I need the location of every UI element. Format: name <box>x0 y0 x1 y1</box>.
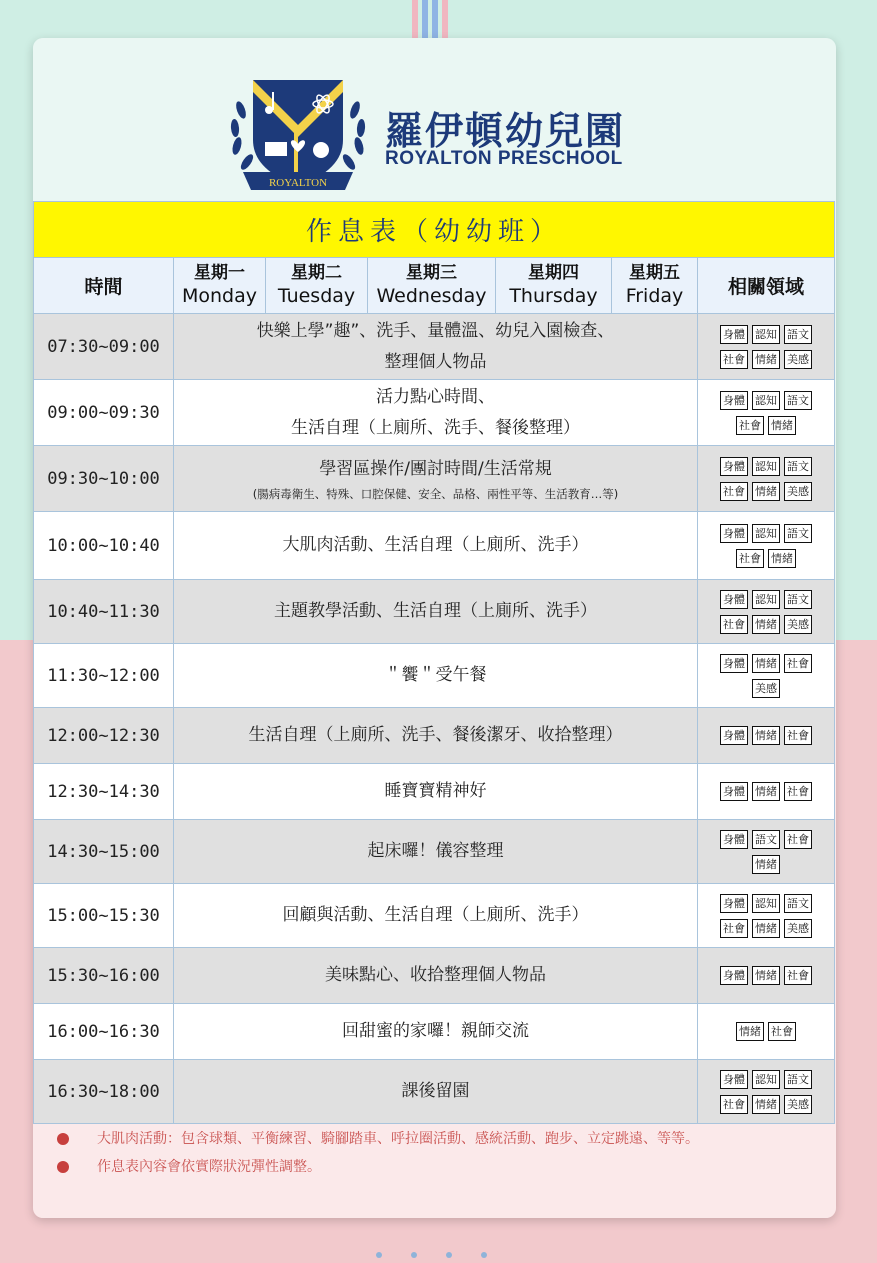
domain-tags-cell <box>698 580 835 644</box>
header-friday: 星期五 Friday <box>612 258 698 314</box>
domain-tag: 語文 <box>784 391 812 410</box>
school-crest <box>223 70 373 198</box>
activity-text: 主題教學活動、生活自理（上廁所、洗手） <box>274 601 597 621</box>
domain-tag: 身體 <box>720 894 748 913</box>
domain-tag: 情緒 <box>752 615 780 634</box>
time-cell: 15:30~16:00 <box>34 948 174 1004</box>
domain-tag: 社會 <box>720 1095 748 1114</box>
domain-tags-cell <box>698 314 835 380</box>
domain-tag: 身體 <box>720 1070 748 1089</box>
activity-text: 睡寶寶精神好 <box>384 781 487 801</box>
activity-text: ＂饗＂受午餐 <box>384 665 487 685</box>
header-monday: 星期一 Monday <box>174 258 266 314</box>
activity-text: 美味點心、收拾整理個人物品 <box>325 965 546 985</box>
domain-tag: 情緒 <box>752 919 780 938</box>
schedule-card <box>33 38 836 1218</box>
domain-tag: 認知 <box>752 457 780 476</box>
activity-cell <box>174 314 698 380</box>
activity-cell <box>174 446 698 512</box>
domain-tag: 社會 <box>784 782 812 801</box>
domain-tag: 認知 <box>752 590 780 609</box>
domain-tag: 情緒 <box>752 482 780 501</box>
table-row <box>34 1060 835 1124</box>
domain-tag: 社會 <box>768 1022 796 1041</box>
domain-tag: 身體 <box>720 830 748 849</box>
header-tuesday: 星期二 Tuesday <box>266 258 368 314</box>
header-related-domains: 相關領域 <box>698 258 835 314</box>
activity-cell <box>174 380 698 446</box>
domain-tags-cell <box>698 708 835 764</box>
footnotes <box>53 1126 823 1182</box>
domain-tag: 情緒 <box>752 1095 780 1114</box>
activity-cell <box>174 580 698 644</box>
header-time: 時間 <box>34 258 174 314</box>
header-thursday: 星期四 Thursday <box>496 258 612 314</box>
domain-tag: 身體 <box>720 654 748 673</box>
schedule-title: 作息表（幼幼班） <box>34 202 835 258</box>
activity-note: (腸病毒衛生、特殊、口腔保健、安全、品格、兩性平等、生活教育…等) <box>252 487 619 501</box>
domain-tag: 美感 <box>784 1095 812 1114</box>
domain-tag: 美感 <box>784 350 812 369</box>
footnote-text: 作息表內容會依實際狀況彈性調整。 <box>97 1159 321 1175</box>
domain-tag: 情緒 <box>752 726 780 745</box>
domain-tag: 社會 <box>720 482 748 501</box>
activity-cell <box>174 1004 698 1060</box>
domain-tag: 情緒 <box>736 1022 764 1041</box>
domain-tag: 情緒 <box>768 416 796 435</box>
domain-tags-cell <box>698 512 835 580</box>
footnote-text: 大肌肉活動：包含球類、平衡練習、騎腳踏車、呼拉圈活動、感統活動、跑步、立定跳遠、等等。 <box>97 1131 699 1147</box>
domain-tag: 社會 <box>784 830 812 849</box>
table-row <box>34 708 835 764</box>
domain-tag: 認知 <box>752 894 780 913</box>
activity-text-continued: 整理個人物品 <box>384 351 487 372</box>
table-row <box>34 580 835 644</box>
bullet-icon <box>57 1133 69 1145</box>
time-cell: 09:00~09:30 <box>34 380 174 446</box>
table-row <box>34 820 835 884</box>
activity-text: 快樂上學”趣”、洗手、量體溫、幼兒入園檢查、 <box>256 320 615 341</box>
table-row <box>34 512 835 580</box>
domain-tag: 認知 <box>752 1070 780 1089</box>
domain-tag: 情緒 <box>752 350 780 369</box>
activity-cell <box>174 1060 698 1124</box>
domain-tag: 美感 <box>784 615 812 634</box>
pagination-dot-icon[interactable] <box>481 1252 487 1258</box>
activity-text: 回顧與活動、生活自理（上廁所、洗手） <box>282 905 589 925</box>
domain-tag: 社會 <box>784 966 812 985</box>
domain-tag: 社會 <box>736 549 764 568</box>
time-cell: 14:30~15:00 <box>34 820 174 884</box>
activity-text: 起床囉！儀容整理 <box>367 841 504 861</box>
table-row <box>34 644 835 708</box>
domain-tags-cell <box>698 1004 835 1060</box>
domain-tag: 社會 <box>720 350 748 369</box>
book-icon <box>265 142 287 156</box>
time-cell: 11:30~12:00 <box>34 644 174 708</box>
domain-tag: 美感 <box>784 919 812 938</box>
table-row <box>34 380 835 446</box>
footnote-item <box>53 1154 823 1180</box>
schedule-table <box>33 201 835 1124</box>
table-row <box>34 948 835 1004</box>
table-row <box>34 764 835 820</box>
school-header <box>33 38 836 200</box>
domain-tag: 身體 <box>720 457 748 476</box>
domain-tag: 語文 <box>784 457 812 476</box>
domain-tags-cell <box>698 764 835 820</box>
time-cell: 07:30~09:00 <box>34 314 174 380</box>
school-name-en: ROYALTON PRESCHOOL <box>385 148 623 169</box>
domain-tag: 認知 <box>752 325 780 344</box>
schedule-rows <box>34 314 835 1124</box>
domain-tag: 身體 <box>720 782 748 801</box>
domain-tag: 社會 <box>736 416 764 435</box>
domain-tag: 情緒 <box>768 549 796 568</box>
pagination-dot-icon[interactable] <box>446 1252 452 1258</box>
domain-tag: 社會 <box>784 654 812 673</box>
activity-text: 課後留園 <box>401 1081 470 1101</box>
domain-tags-cell <box>698 644 835 708</box>
activity-cell <box>174 764 698 820</box>
time-cell: 10:40~11:30 <box>34 580 174 644</box>
footnote-item <box>53 1126 823 1152</box>
activity-cell <box>174 820 698 884</box>
activity-cell <box>174 644 698 708</box>
domain-tags-cell <box>698 1060 835 1124</box>
domain-tag: 社會 <box>720 615 748 634</box>
domain-tag: 認知 <box>752 524 780 543</box>
domain-tag: 語文 <box>784 1070 812 1089</box>
domain-tag: 身體 <box>720 325 748 344</box>
activity-text: 大肌肉活動、生活自理（上廁所、洗手） <box>282 535 589 555</box>
time-cell: 10:00~10:40 <box>34 512 174 580</box>
time-cell: 16:30~18:00 <box>34 1060 174 1124</box>
time-cell: 12:00~12:30 <box>34 708 174 764</box>
activity-text: 回甜蜜的家囉！親師交流 <box>342 1021 529 1041</box>
domain-tag: 身體 <box>720 966 748 985</box>
domain-tag: 語文 <box>784 524 812 543</box>
domain-tags-cell <box>698 884 835 948</box>
time-cell: 15:00~15:30 <box>34 884 174 948</box>
domain-tags-cell <box>698 948 835 1004</box>
activity-cell <box>174 512 698 580</box>
svg-text:ROYALTON: ROYALTON <box>268 177 328 189</box>
table-row <box>34 314 835 380</box>
domain-tags-cell <box>698 380 835 446</box>
domain-tag: 身體 <box>720 590 748 609</box>
time-cell: 09:30~10:00 <box>34 446 174 512</box>
domain-tag: 語文 <box>752 830 780 849</box>
bullet-icon <box>57 1161 69 1173</box>
activity-text: 學習區操作/團討時間/生活常規 <box>319 459 552 479</box>
table-row <box>34 1004 835 1060</box>
domain-tag: 美感 <box>752 679 780 698</box>
pagination-dot-icon[interactable] <box>376 1252 382 1258</box>
activity-cell <box>174 884 698 948</box>
domain-tag: 美感 <box>784 482 812 501</box>
header-wednesday: 星期三 Wednesday <box>368 258 496 314</box>
school-name-cn: 羅伊頓幼兒園 <box>385 108 626 153</box>
time-cell: 12:30~14:30 <box>34 764 174 820</box>
domain-tag: 認知 <box>752 391 780 410</box>
table-row <box>34 884 835 948</box>
domain-tags-cell <box>698 820 835 884</box>
domain-tag: 身體 <box>720 391 748 410</box>
header-row <box>34 258 835 314</box>
domain-tag: 情緒 <box>752 966 780 985</box>
activity-cell <box>174 948 698 1004</box>
domain-tag: 社會 <box>784 726 812 745</box>
activity-text: 生活自理（上廁所、洗手、餐後潔牙、收拾整理） <box>248 725 623 745</box>
time-cell: 16:00~16:30 <box>34 1004 174 1060</box>
domain-tag: 社會 <box>720 919 748 938</box>
domain-tag: 語文 <box>784 590 812 609</box>
pagination-dots <box>376 1243 516 1262</box>
domain-tag: 語文 <box>784 325 812 344</box>
domain-tag: 情緒 <box>752 855 780 874</box>
activity-text: 活力點心時間、 <box>376 386 495 407</box>
domain-tag: 身體 <box>720 524 748 543</box>
palette-icon <box>313 142 329 158</box>
domain-tag: 情緒 <box>752 782 780 801</box>
table-row <box>34 446 835 512</box>
activity-text-continued: 生活自理（上廁所、洗手、餐後整理） <box>291 417 580 438</box>
domain-tag: 語文 <box>784 894 812 913</box>
activity-cell <box>174 708 698 764</box>
domain-tags-cell <box>698 446 835 512</box>
domain-tag: 身體 <box>720 726 748 745</box>
domain-tag: 情緒 <box>752 654 780 673</box>
pagination-dot-icon[interactable] <box>411 1252 417 1258</box>
